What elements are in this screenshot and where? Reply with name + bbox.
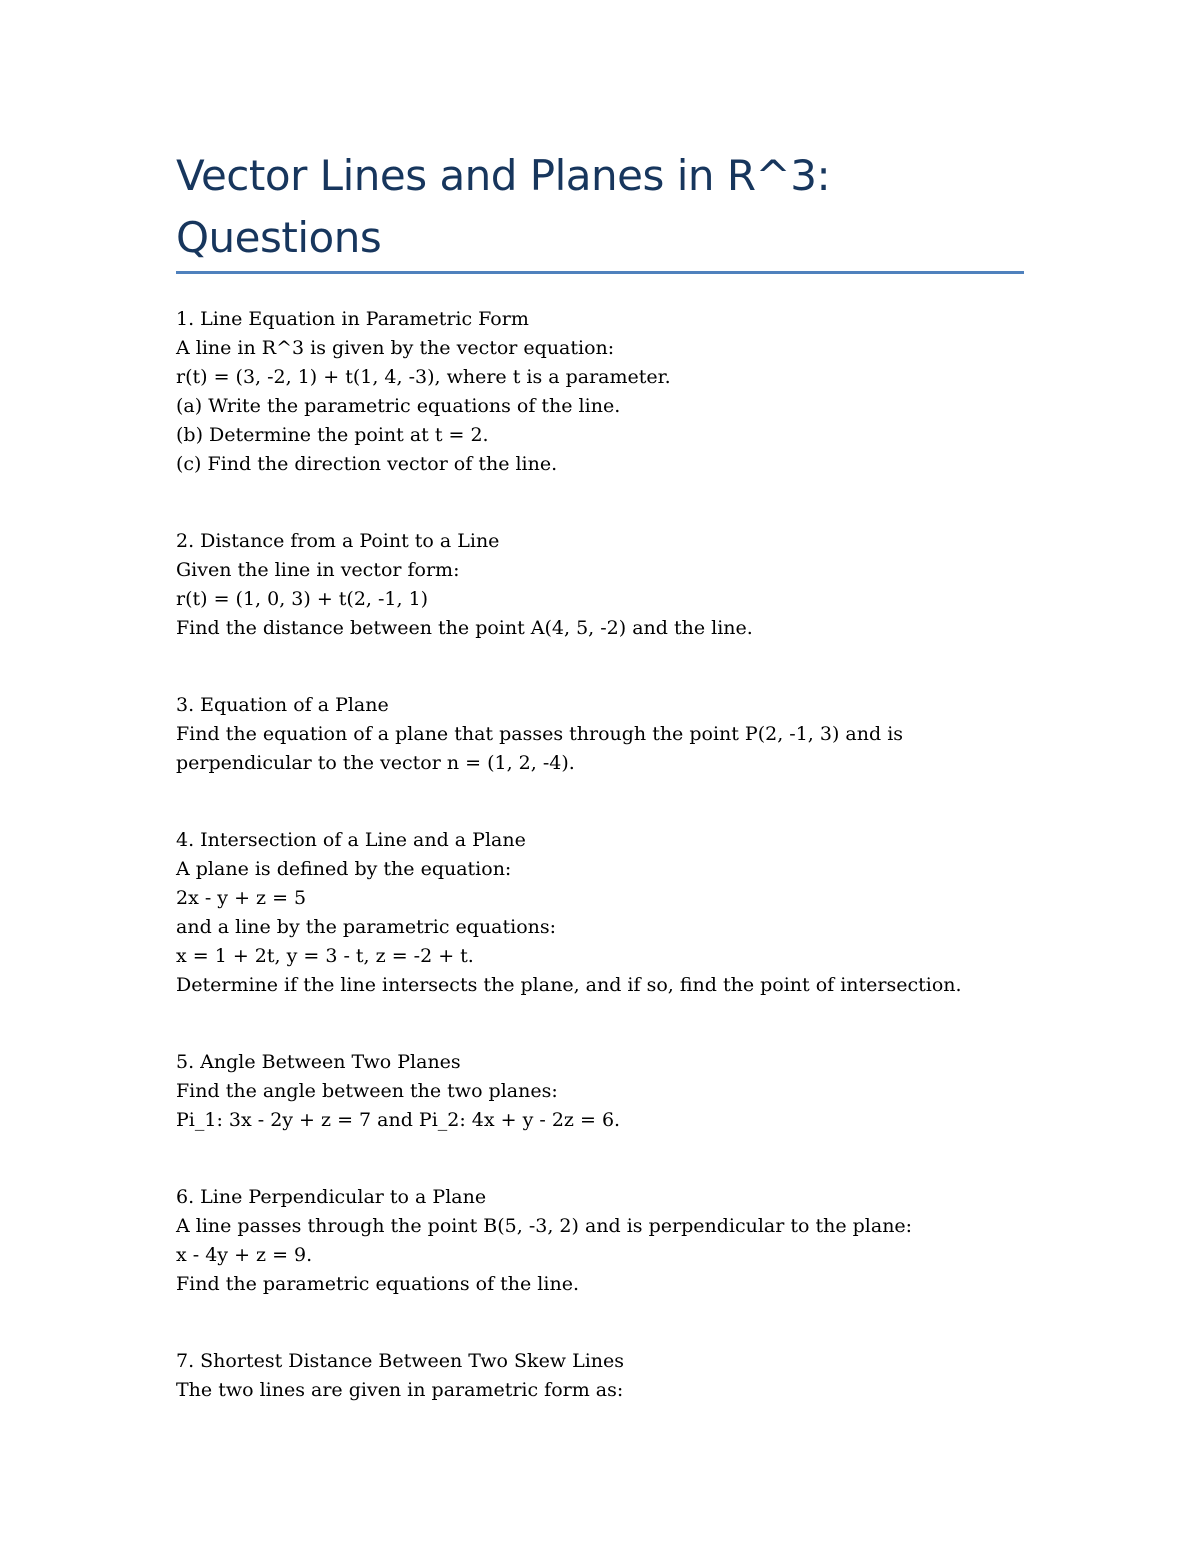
question-text: A line in R^3 is given by the vector equation:	[176, 337, 615, 359]
question-text: x - 4y + z = 9.	[176, 1244, 313, 1266]
question-5	[176, 1048, 1024, 1135]
question-text: (b) Determine the point at t = 2.	[176, 424, 489, 446]
question-heading: 2. Distance from a Point to a Line	[176, 530, 500, 552]
document-body	[176, 305, 1024, 1453]
question-heading: 1. Line Equation in Parametric Form	[176, 308, 529, 330]
question-text: Find the equation of a plane that passes through the point P(2, -1, 3) and is perpendicular to the vector n = (1, 2, -4).	[176, 723, 910, 774]
question-heading: 5. Angle Between Two Planes	[176, 1051, 461, 1073]
question-text: x = 1 + 2t, y = 3 - t, z = -2 + t.	[176, 945, 474, 967]
question-3	[176, 691, 1024, 778]
question-heading: 3. Equation of a Plane	[176, 694, 389, 716]
question-text: r(t) = (3, -2, 1) + t(1, 4, -3), where t is a parameter.	[176, 366, 671, 388]
question-text: (a) Write the parametric equations of the line.	[176, 395, 621, 417]
question-heading: 6. Line Perpendicular to a Plane	[176, 1186, 487, 1208]
question-text: Find the angle between the two planes:	[176, 1080, 558, 1102]
question-4	[176, 826, 1024, 1000]
title-line-1: Vector Lines and Planes in R^3:	[176, 151, 831, 200]
question-7	[176, 1347, 1024, 1405]
title-line-2: Questions	[176, 213, 382, 262]
question-2	[176, 527, 1024, 643]
question-text: Find the parametric equations of the line.	[176, 1273, 579, 1295]
question-text: (c) Find the direction vector of the line.	[176, 453, 558, 475]
question-text: Determine if the line intersects the plane, and if so, find the point of intersection.	[176, 974, 962, 996]
question-text: r(t) = (1, 0, 3) + t(2, -1, 1)	[176, 588, 429, 610]
question-text: Given the line in vector form:	[176, 559, 460, 581]
question-text: A plane is defined by the equation:	[176, 858, 512, 880]
question-text: A line passes through the point B(5, -3, 2) and is perpendicular to the plane:	[176, 1215, 913, 1237]
document-title	[176, 145, 1024, 269]
question-text: Pi_1: 3x - 2y + z = 7 and Pi_2: 4x + y - 2z = 6.	[176, 1109, 621, 1131]
question-text: and a line by the parametric equations:	[176, 916, 557, 938]
title-underline-rule	[176, 271, 1024, 274]
question-6	[176, 1183, 1024, 1299]
question-heading: 7. Shortest Distance Between Two Skew Lines	[176, 1350, 625, 1372]
question-text: Find the distance between the point A(4, 5, -2) and the line.	[176, 617, 753, 639]
question-text: The two lines are given in parametric form as:	[176, 1379, 624, 1401]
question-1	[176, 305, 1024, 479]
question-heading: 4. Intersection of a Line and a Plane	[176, 829, 526, 851]
question-text: 2x - y + z = 5	[176, 887, 307, 909]
